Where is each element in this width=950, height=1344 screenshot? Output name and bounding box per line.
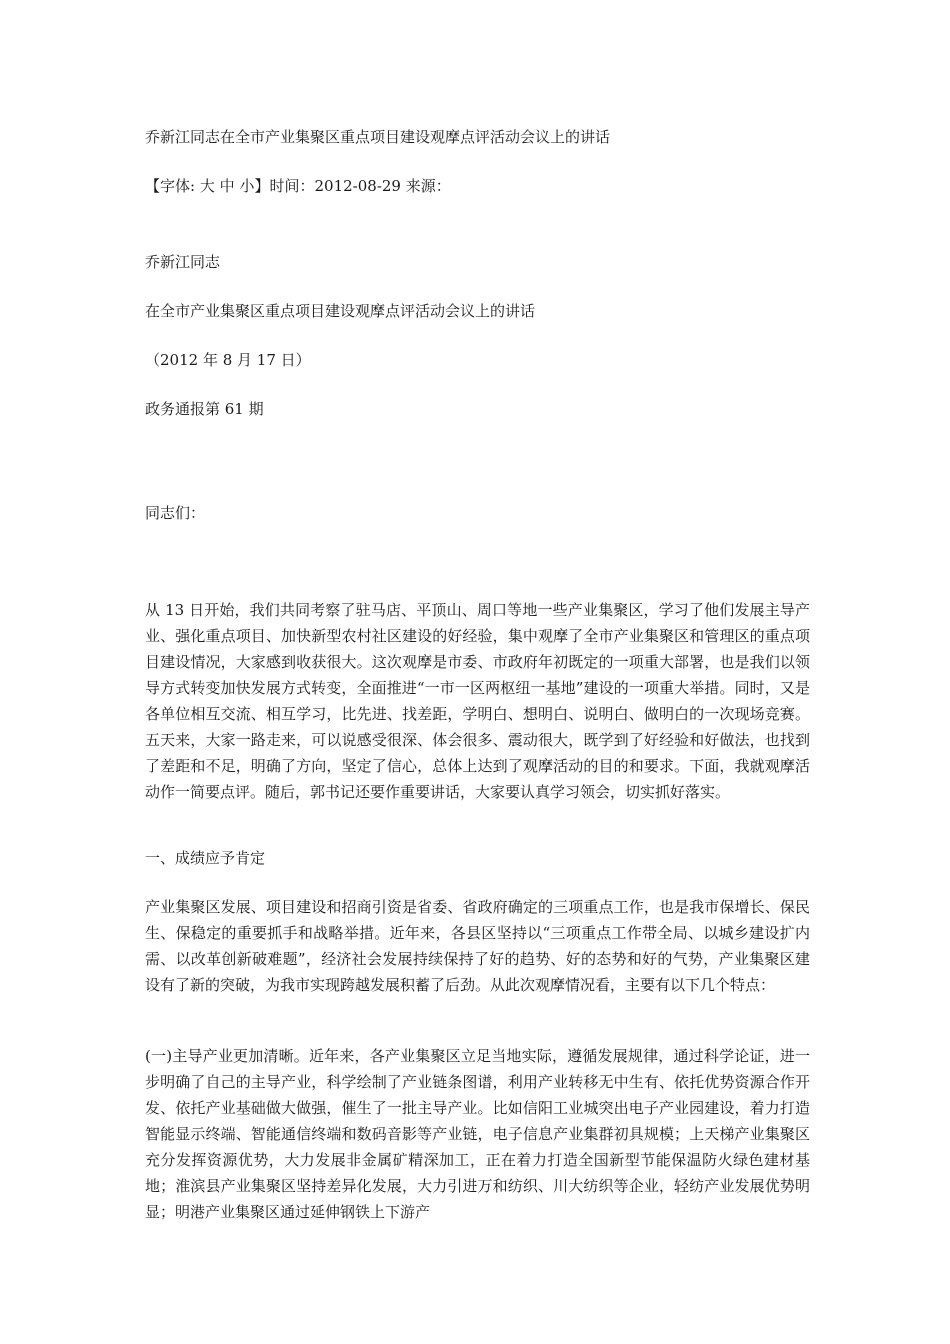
salutation: 同志们：: [145, 504, 206, 522]
speech-date: （2012 年 8 月 17 日）: [145, 351, 311, 369]
body-paragraph-overview: 产业集聚区发展、项目建设和招商引资是省委、省政府确定的三项重点工作，也是我市保增长、保民生、保稳定的重要抓手和战略举措。近年来，各县区坚持以“三项重点工作带全局、以城乡建设扩内需、以改革创新破难题”，经济社会发展持续保持了好的趋势、好的态势和好的气势，产业集聚区建设有了新的突破，为我市实现跨越发展积蓄了后劲。从此次观摩情况看，主要有以下几个特点：: [145, 898, 810, 994]
font-size-label: 【字体:: [145, 177, 196, 195]
time-label: 时间：: [269, 177, 315, 195]
body-paragraph-industry: (一)主导产业更加清晰。近年来，各产业集聚区立足当地实际，遵循发展规律，通过科学论证，进一步明确了自己的主导产业，科学绘制了产业链条图谱，利用产业转移无中生有、依托优势资源合作开发、依托产业基础做大做强，催生了一批主导产业。比如信阳工业城突出电子产业园建设，着力打造智能显示终端、智能通信终端和数码音影等产业链，电子信息产业集群初具规模；上天梯产业集聚区充分发挥资源优势，大力发展非金属矿精深加工，正在着力打造全国新型节能保温防火绿色建材基地；淮滨县产业集聚区坚持差异化发展，大力引进万和纺织、川大纺织等企业，轻纺产业发展优势明显；明港产业集聚区通过延伸钢铁上下游产: [145, 1047, 810, 1221]
document-meta: [145, 176, 451, 196]
speech-subtitle: 在全市产业集聚区重点项目建设观摩点评活动会议上的讲话: [145, 302, 536, 320]
publish-date: 2012-08-29: [314, 177, 401, 195]
font-size-label-close: 】: [254, 177, 270, 195]
font-size-medium-link[interactable]: 中: [219, 177, 235, 195]
font-size-large-link[interactable]: 大: [199, 177, 215, 195]
body-paragraph-intro: 从 13 日开始，我们共同考察了驻马店、平顶山、周口等地一些产业集聚区，学习了他们发展主导产业、强化重点项目、加快新型农村社区建设的好经验，集中观摩了全市产业集聚区和管理区的重点项目建设情况，大家感到收获很大。这次观摩是市委、市政府年初既定的一项重大部署，也是我们以领导方式转变加快发展方式转变，全面推进“一市一区两枢纽一基地”建设的一项重大举措。同时，又是各单位相互交流、相互学习，比先进、找差距，学明白、想明白、说明白、做明白的一次现场竞赛。五天来，大家一路走来，可以说感受很深、体会很多、震动很大，既学到了好经验和好做法，也找到了差距和不足，明确了方向，坚定了信心，总体上达到了观摩活动的目的和要求。下面，我就观摩活动作一简要点评。随后，郭书记还要作重要讲话，大家要认真学习领会，切实抓好落实。: [145, 601, 810, 801]
section-heading-achievements: 一、成绩应予肯定: [145, 849, 266, 867]
speaker-name: 乔新江同志: [145, 253, 221, 271]
document-title: 乔新江同志在全市产业集聚区重点项目建设观摩点评活动会议上的讲话: [145, 128, 611, 146]
font-size-small-link[interactable]: 小: [239, 177, 255, 195]
source-label: 来源：: [405, 177, 451, 195]
bulletin-issue: 政务通报第 61 期: [145, 400, 264, 418]
